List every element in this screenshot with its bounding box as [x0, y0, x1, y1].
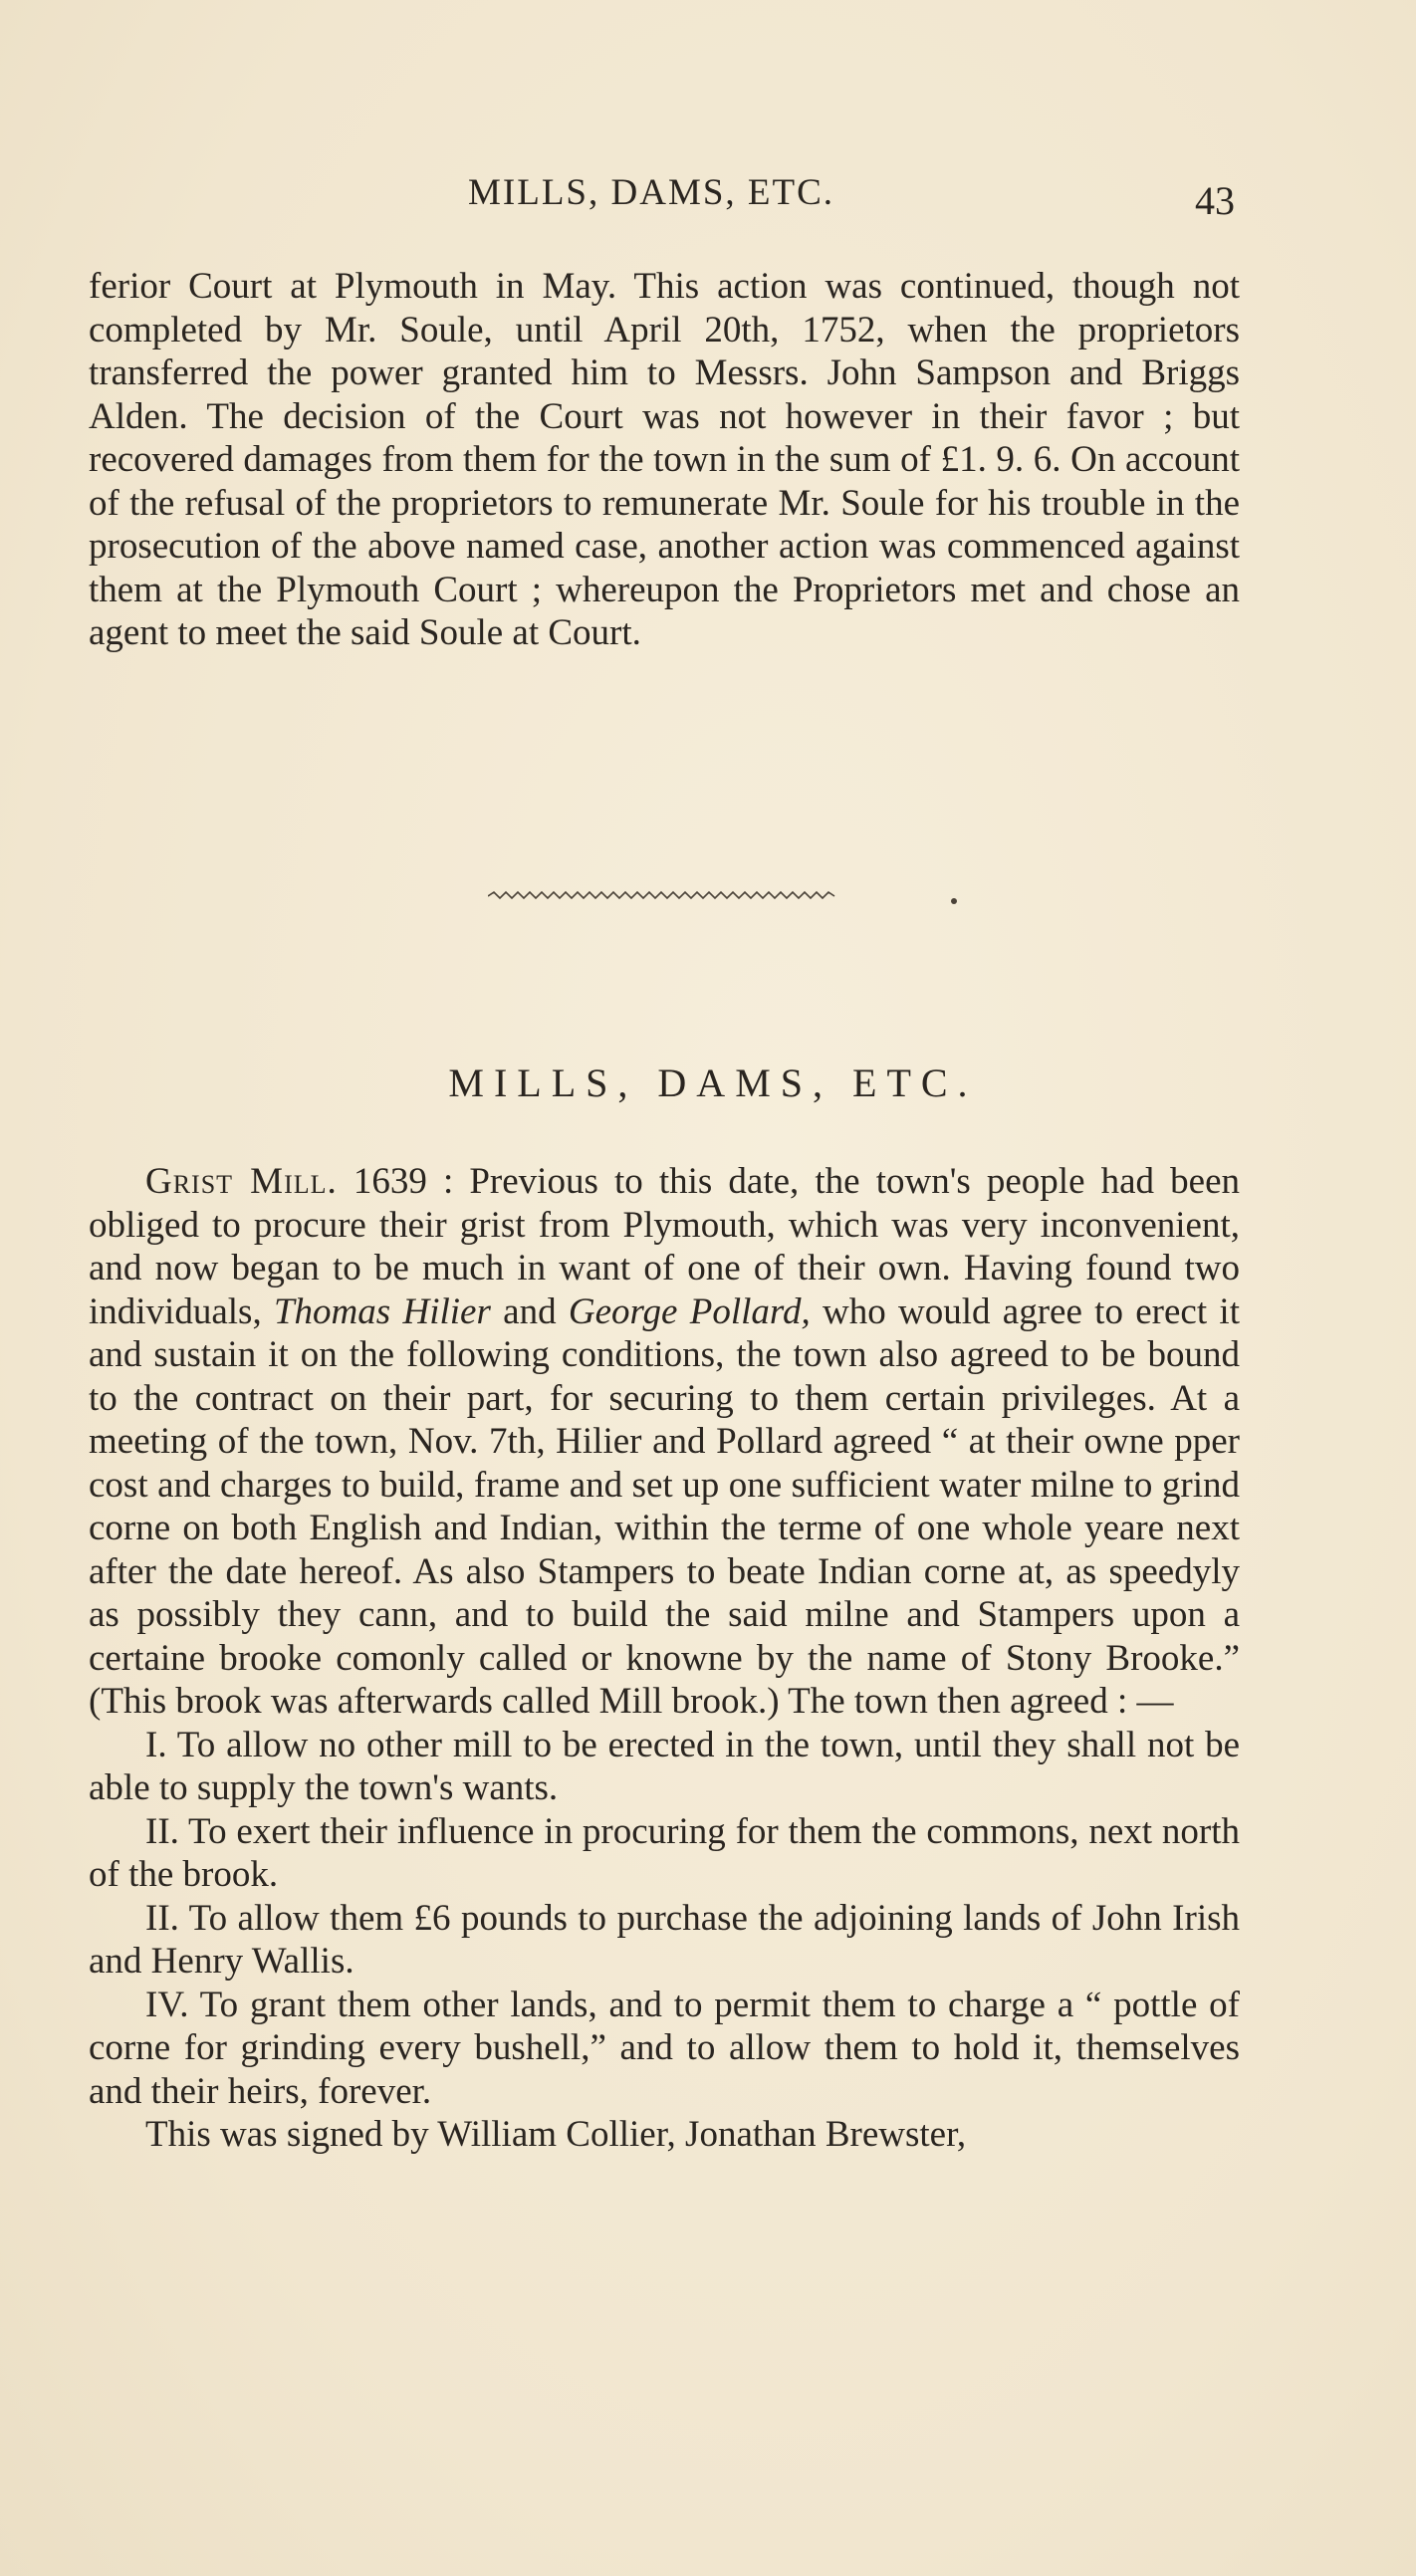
continued-paragraph-block	[89, 265, 1240, 655]
grist-mill-paragraph	[89, 1160, 1240, 1724]
section-body	[89, 1160, 1240, 2157]
condition-item: II. To exert their influence in procuring for them the commons, next north of the brook.	[89, 1810, 1240, 1895]
continued-paragraph: ferior Court at Plymouth in May. This action was continued, though not completed by Mr. Soule, until April 20th, 1752, when the proprietors transferred the power granted him to Messrs. John Sampson and Briggs Alden. The decision of the Court was not however in their favor ; but recovered damages from them for the town in the sum of £1. 9. 6. On account of the refusal of the proprietors to remunerate Mr. Soule for his trouble in the prosecution of the above named case, another action was commenced against them at the Plymouth Court ; whereupon the Proprietors met and chose an agent to meet the said Soule at Court.	[89, 266, 1240, 653]
running-title: MILLS, DAMS, ETC.	[468, 172, 835, 213]
grist-intro: 1639 : Previous to this date, the town's people had been obliged to procure their grist from Plymouth, which was very inconvenient, and now began to be much in want of one of their own. Having found two individuals,	[89, 1161, 1240, 1332]
condition-item: I. To allow no other mill to be erected in the town, until they shall not be able to supply the town's wants.	[89, 1724, 1240, 1808]
grist-rest: who would agree to erect it and sustain it on the following conditions, the town also agreed to be bound to the contract on their part, for securing to them certain privileges. At a meeting of the town, Nov. 7th, Hilier and Pollard agreed “ at their owne pper cost and charges to build, frame and set up one sufficient water milne to grind corne on both English and Indian, within the terme of one whole yeare next after the date hereof. As also Stampers to beate Indian corne at, as speedyly as possibly they cann, and to build the said milne and Stampers upon a certaine brooke comonly called or knowne by the name of Stony Brooke.” (This brook was afterwards called Mill brook.) The town then agreed : —	[89, 1290, 1240, 1722]
condition-item: IV. To grant them other lands, and to permit them to charge a “ pottle of corne for grinding every bushell,” and to allow them to hold it, themselves and their heirs, forever.	[89, 1984, 1240, 2112]
ornament-divider	[488, 886, 846, 906]
signed-line: This was signed by William Collier, Jonathan Brewster,	[145, 2114, 967, 2155]
name-thomas-hilier: Thomas Hilier	[273, 1290, 491, 1332]
ornament-dot	[951, 898, 957, 904]
conjunction: and	[490, 1290, 569, 1332]
page-number: 43	[1195, 178, 1235, 223]
condition-item: II. To allow them £6 pounds to purchase the adjoining lands of John Irish and Henry Wallis.	[89, 1897, 1240, 1982]
running-head	[0, 171, 1416, 221]
grist-mill-label: Grist Mill.	[145, 1161, 338, 1202]
section-heading: MILLS, DAMS, ETC.	[448, 1060, 978, 1105]
name-george-pollard: George Pollard,	[568, 1290, 811, 1332]
